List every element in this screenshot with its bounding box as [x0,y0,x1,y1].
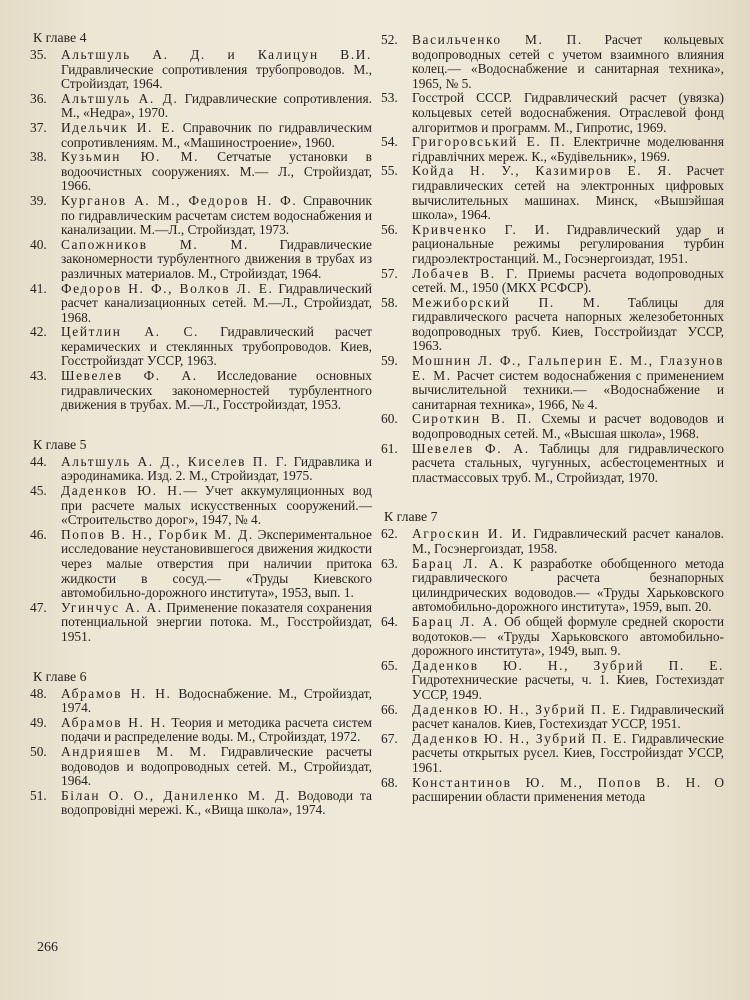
reference-text: Применение показателя сохранения потенциальной энергии потока. М., Госстройиздат, 1951. [61,599,372,644]
reference-author: Курганов А. М., Федоров Н. Ф. [61,192,298,208]
reference-text: Гидравлический расчет каналов. М., Госэнергоиздат, 1958. [412,526,724,556]
reference-entry [30,194,372,238]
reference-author: Сироткин В. П. [412,411,533,427]
reference-text: Гидравлический удар и рациональные режимы регулирования турбин гидроэлектростанций. М., Госэнергоиздат, 1951. [412,221,725,266]
reference-text: Гидротехнические расчеты, ч. 1. Киев, Гостехиздат УССР, 1949. [412,672,724,702]
section-spacer [30,645,372,669]
reference-number: 43. [30,368,47,384]
reference-text: Схемы и расчет водоводов и водопроводных сетей. М., «Высшая школа», 1968. [412,411,724,442]
reference-number: 52. [381,32,398,47]
reference-entry [30,92,372,121]
reference-number: 53. [381,90,398,106]
reference-entry [381,615,724,659]
reference-text: Гидравлика и аэродинамика. Изд. 2. М., Стройиздат, 1975. [61,453,372,484]
reference-author: Андрияшев М. М. [61,743,208,759]
reference-author: Шевелев Ф. А. [61,368,198,384]
reference-entry [381,135,724,164]
reference-number: 54. [381,134,398,150]
reference-author: Кривченко Г. И. [412,221,551,237]
reference-entry [381,412,724,441]
reference-author: Абрамов Н. Н. [61,685,172,701]
reference-entry [381,267,724,296]
reference-author: Агроскин И. И. [412,526,528,542]
reference-entry [381,33,724,91]
reference-author: Васильченко М. П. [412,32,583,47]
reference-entry [30,238,372,282]
reference-text: Госстрой СССР. Гидравлический расчет (увязка) кольцевых сетей водоснабжения. Отраслевой фонд алгоритмов и программ. М., Гипротис, 1969. [412,90,724,135]
reference-text: Расчет кольцевых водопроводных сетей с учетом взаимного влияния колец.— «Водоснабжение и санитарная техника», 1965, № 5. [412,32,724,91]
reference-number: 37. [30,119,47,135]
reference-text: Справочник по гидравлическим расчетам систем водоснабжения и канализации. М.—Л., Стройиздат, 1973. [61,192,372,238]
reference-number: 63. [381,555,398,571]
reference-number: 39. [30,192,47,208]
reference-text: Сетчатые установки в водоочистных сооружениях. М.— Л., Стройиздат, 1966. [61,149,372,194]
reference-entry [381,527,724,556]
reference-author: Даденков Ю. Н., Зубрий П. Е. [412,657,724,673]
reference-entry [381,223,724,267]
reference-entry [30,716,372,745]
reference-entry [381,557,724,615]
reference-author: Лобачев В. Г. [412,265,519,281]
reference-entry [30,121,372,150]
reference-entry [381,776,724,805]
reference-text: К разработке обобщенного метода гидравлического расчета безнапорных цилиндрических водоводов.— «Труды Харьковского автомобильно-дорожного института», 1959, вып. 20. [412,555,724,615]
reference-text: Водоснабжение. М., Стройиздат, 1974. [61,685,373,716]
reference-author: Альтшуль А. Д., Киселев П. Г. [61,453,289,469]
reference-author: Идельчик И. Е. [61,119,176,135]
reference-text: Гидравлический расчет каналов. Киев, Гостехиздат УССР, 1951. [412,701,724,732]
reference-text: Теория и методика расчета систем подачи и распределение воды. М., Стройиздат, 1972. [61,714,373,745]
reference-author: Шевелев Ф. А. [412,440,530,456]
reference-text: Електричне моделювання гідравлічних мереж. К., «Будівельник», 1969. [412,134,725,164]
reference-number: 51. [30,787,47,803]
reference-author: Григоровський Е. П. [412,134,567,150]
reference-author: Федоров Н. Ф., Волков Л. Е. [61,280,274,296]
reference-entry [30,789,372,818]
reference-entry [381,442,724,486]
reference-entry [381,91,724,135]
reference-number: 36. [30,90,47,106]
reference-author: Сапожников М. М. [61,236,249,252]
reference-author: Цейтлин А. С. [61,324,199,340]
reference-entry [30,369,372,413]
reference-text: Таблицы для гидравлического расчета стальных, чугунных, асбестоцементных и пластмассовых труб. М., Стройиздат, 1970. [412,440,724,485]
reference-entry [30,48,372,92]
reference-number: 61. [381,440,398,456]
reference-author: Абрамов Н. Н. [61,714,167,730]
reference-author: Альтшуль А. Д. и Калицун В.И. [61,47,372,62]
reference-text: Приемы расчета водопроводных сетей. М., 1950 (МКХ РСФСР). [412,265,724,296]
reference-entry [381,703,724,732]
reference-number: 66. [381,701,398,717]
reference-text: Расчет систем водоснабжения с применением вычислительной техники.— «Водоснабжение и санитарная техника», 1966, № 4. [412,367,724,412]
reference-text: Гидравлические сопротивления. М., «Недра», 1970. [61,90,372,121]
reference-text: Гидравлические расчеты водоводов и водопроводных сетей. М., Стройиздат, 1964. [61,743,372,789]
reference-author: Кузьмин Ю. М. [61,149,200,165]
reference-author: Білан О. О., Даниленко М. Д. [61,787,291,803]
reference-text: — Учет аккумуляционных вод при расчете малых искусственных сооружений.— «Строительство дорог», 1947, № 4. [61,483,372,528]
reference-entry [30,601,372,645]
reference-author: Даденков Ю. Н. [61,483,184,499]
reference-number: 57. [381,265,398,281]
reference-number: 62. [381,526,398,542]
reference-author: Межиборский П. М. [412,294,602,310]
reference-author: Даденков Ю. Н., Зубрий П. Е. [412,730,628,746]
reference-number: 38. [30,149,47,165]
reference-author: Барац Л. А. [412,555,505,571]
reference-number: 64. [381,613,398,629]
reference-author: Попов В. Н., Горбик М. Д. [61,526,254,542]
reference-number: 48. [30,685,47,701]
reference-entry [381,659,724,703]
chapter-heading: К главе 7 [384,509,438,525]
left-column [30,30,372,818]
reference-author: Даденков Ю. Н., Зубрий П. Е. [412,701,627,717]
reference-number: 60. [381,411,398,427]
reference-text: Об общей формуле средней скорости водотоков.— «Труды Харьковского автомобильно-дорожного института», 1949, вып. 9. [412,613,724,659]
reference-entry [30,282,372,326]
reference-number: 65. [381,657,398,673]
reference-number: 67. [381,730,398,746]
chapter-heading: К главе 4 [33,30,87,45]
reference-entry [381,164,724,222]
reference-text: Таблицы для гидравлического расчета напорных железобетонных водопроводных труб. Киев, Госстройиздат УССР, 1963. [412,294,724,354]
reference-text: Расчет гидравлических сетей на электронных цифровых вычислительных машинах. Минск, «Вышэйшая школа», 1964. [412,163,724,223]
reference-text: Гидравлические закономерности турбулентного движения в трубах из различных материалов. М., Стройиздат, 1964. [61,236,372,281]
reference-text: Экспериментальное исследование неустановившегося движения жидкости через малые отверстия при наличии притока жидкости в сосуд.— «Труды Киевского автомобильно-дорожного института», 1953, вып. 1. [61,526,372,601]
reference-number: 56. [381,221,398,237]
right-column [381,33,724,805]
reference-text: Гидравлические расчеты открытых русел. Киев, Госстройиздат УССР, 1961. [412,730,724,775]
reference-author: Альтшуль А. Д. [61,90,179,106]
reference-text: Водоводи та водопровідні мережі. К., «Вища школа», 1974. [61,787,372,818]
reference-author: Мошнин Л. Ф., Гальперин Е. М., Глазунов Е. М. [412,353,724,383]
section-spacer [381,485,724,509]
reference-text: Справочник по гидравлическим сопротивлениям. М., «Машиностроение», 1960. [61,119,373,150]
reference-number: 59. [381,353,398,369]
reference-author: Барац Л. А. [412,613,499,629]
reference-entry [381,296,724,354]
reference-entry [30,150,372,194]
page-number: 266 [37,940,58,955]
reference-text: Гидравлический расчет керамических и стеклянных трубопроводов. Киев, Госстройиздат УССР, 1963. [61,324,372,369]
reference-number: 45. [30,483,47,499]
reference-number: 58. [381,294,398,310]
reference-number: 44. [30,453,47,469]
reference-number: 41. [30,280,47,296]
reference-number: 46. [30,526,47,542]
reference-number: 42. [30,324,47,340]
reference-text: Гидравлические сопротивления трубопроводов. М., Стройиздат, 1964. [61,61,372,92]
reference-text: Исследование основных гидравлических закономерностей турбулентного движения в трубах. М.—Л., Госстройиздат, 1953. [61,368,372,413]
reference-entry [30,687,372,716]
reference-author: Константинов Ю. М., Попов В. Н. [412,774,702,790]
reference-number: 55. [381,163,398,179]
reference-text: Гидравлический расчет канализационных сетей. М.—Л., Стройиздат, 1968. [61,280,372,325]
chapter-heading: К главе 6 [33,668,87,684]
chapter-heading: К главе 5 [33,436,87,452]
reference-entry [381,732,724,776]
reference-entry [30,484,372,528]
reference-number: 47. [30,599,47,615]
reference-author: Угинчус А. А. [61,599,163,615]
reference-number: 49. [30,714,47,730]
section-spacer [30,413,372,437]
reference-number: 50. [30,743,47,759]
reference-entry [381,354,724,412]
reference-entry [30,528,372,601]
reference-author: Койда Н. У., Казимиров Е. Я. [412,163,673,179]
reference-text: О расширении области применения метода [412,774,724,805]
reference-entry [30,745,372,789]
reference-entry [30,325,372,369]
reference-number: 40. [30,236,47,252]
reference-number: 35. [30,47,47,62]
reference-number: 68. [381,774,398,790]
reference-entry [30,455,372,484]
